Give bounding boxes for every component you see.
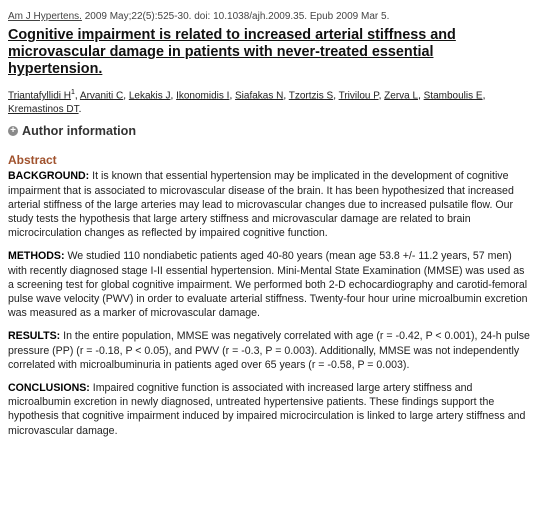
section-label: BACKGROUND: [8,170,90,183]
author-information-label: Author information [22,124,137,139]
section-label: RESULTS: [8,330,61,343]
author-link[interactable]: Ikonomidis I [176,90,230,102]
abstract-conclusions [8,381,537,438]
affiliation-marker: 1 [70,89,75,96]
section-text: We studied 110 nondiabetic patients aged 40-80 years (mean age 53.8 +/- 11.2 years, 57 men) with recently diagnosed stage I-II essential hypertension. Mini-Mental State Examination (MMSE) was used as a screening test for global cognitive impairment. We performed both 2-D echocardiography and carotid-femoral pulse wave velocity (PWV) in order to evaluate arterial stiffness. Twenty-four hour urine microalbumin excretion was measured as a marker of microvascular damage. [8,250,528,320]
author-link[interactable]: Stamboulis E [423,90,483,102]
section-text: It is known that essential hypertension may be implicated in the development of cognitive impairment that is associated to microvascular disease of the brain. It has been hypothesized that increased arterial stiffness of the large arteries may lead to microvascular changes due to increased pulsatile flow. Our study tests the hypothesis that large artery stiffness and microvascular damage are related to brain microcirculation changes as reflected by impaired cognitive function. [8,170,514,240]
author-link[interactable]: Siafakas N [235,90,284,102]
author-link[interactable]: Kremastinos DT [8,104,79,116]
journal-link[interactable]: Am J Hypertens. [8,11,82,22]
author-link[interactable]: Triantafyllidi H [8,90,71,102]
abstract-methods [8,249,537,320]
author-link[interactable]: Lekakis J [128,90,171,102]
author-link[interactable]: Tzortzis S [288,90,334,102]
author-list: Triantafyllidi $H^1$, Arvaniti C, Lekakis J, Ikonomidis I, Siafakas N, Tzortzis S, Trivilou P, Zerva L, Stamboulis E, Kremastinos DT. [8,89,486,116]
section-text: Impaired cognitive function is associated with increased large artery stiffness and microalbumin excretion in newly diagnosed, untreated hypertensive patients. These findings support the hypothesis that cognitive impairment induced by impaired microcirculation is linked to large artery stiffness and microvascular damage. [8,381,526,437]
citation-line [8,10,537,23]
author-information-toggle[interactable] [8,124,537,138]
section-label: METHODS: [8,250,65,263]
article-title: Cognitive impairment is related to increased arterial stiffness and microvascular damage in patients with never-treated essential hypertension. [8,27,456,77]
author-link[interactable]: Trivilou P [338,90,379,102]
plus-circle-icon[interactable]: + [8,126,18,136]
section-label: CONCLUSIONS: [8,381,90,394]
abstract-results [8,329,537,372]
abstract-background [8,169,537,240]
author-link[interactable]: Arvaniti C [79,90,124,102]
section-text: In the entire population, MMSE was negatively correlated with age (r = -0.42, P < 0.001), 24-h pulse pressure (PP) (r = -0.18, P < 0.05), and PWV (r = -0.3, P = 0.003). Additionally, MMSE was not independently correlated with microalbuminuria in patients aged over 65 years (r = -0.58, P = 0.003). [8,330,530,371]
citation-details: 2009 May;22(5):525-30. doi: 10.1038/ajh.2009.35. Epub 2009 Mar 5. [81,11,390,22]
author-link[interactable]: Zerva L [384,90,419,102]
abstract-heading: Abstract [8,153,57,168]
